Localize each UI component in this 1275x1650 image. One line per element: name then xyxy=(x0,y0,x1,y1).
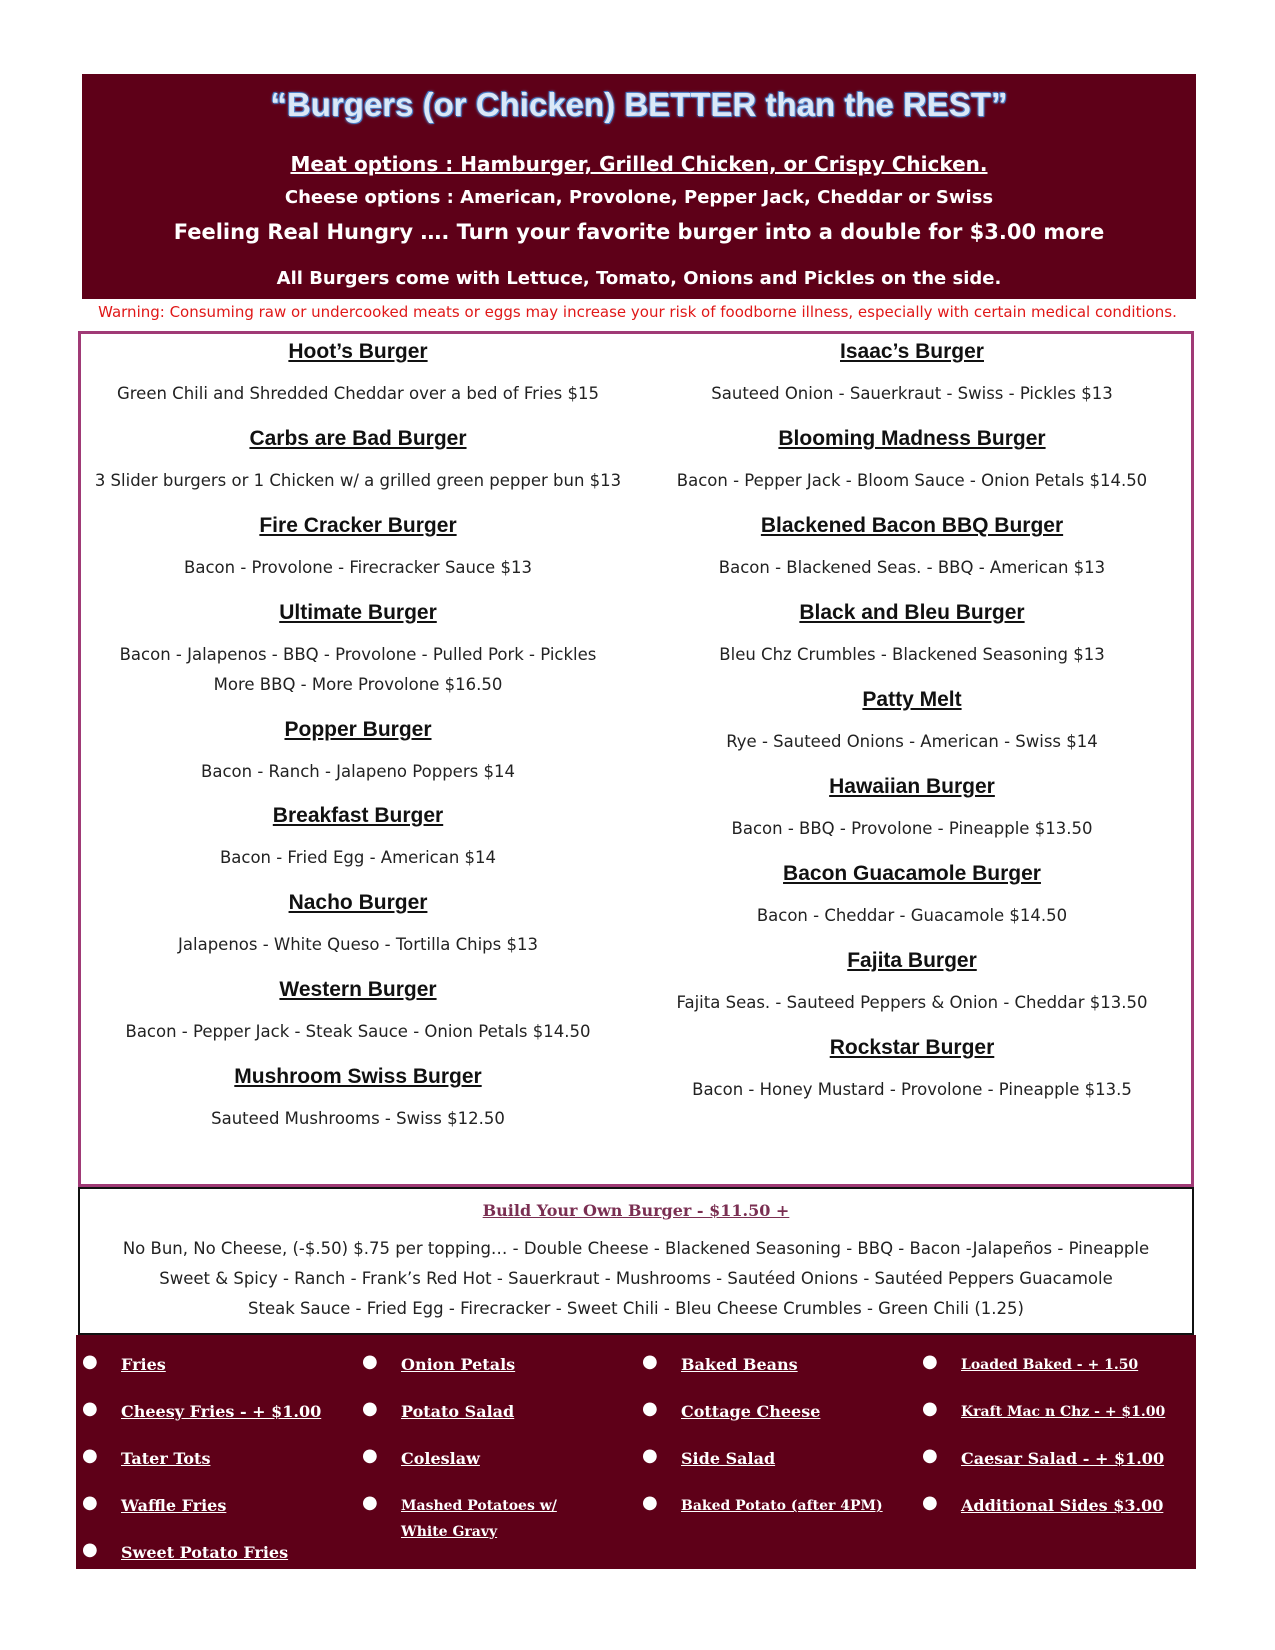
menu-item xyxy=(635,513,1189,583)
side-name: Waffle Fries xyxy=(121,1496,227,1515)
side-name: Side Salad xyxy=(681,1449,776,1468)
item-desc: Bacon - Blackened Seas. - BBQ - American $13 xyxy=(718,558,1106,577)
menu-title: “Burgers (or Chicken) BETTER than the REST” xyxy=(270,86,1008,123)
item-desc: Bacon - Jalapenos - BBQ - Provolone - Pulled Pork - Pickles xyxy=(119,645,597,664)
bullet-icon: ● xyxy=(362,1492,378,1513)
cheese-options: Cheese options : American, Provolone, Pepper Jack, Cheddar or Swiss xyxy=(284,187,994,208)
side-name: Mashed Potatoes w/ xyxy=(401,1498,557,1514)
byo-title: Build Your Own Burger - $11.50 + xyxy=(482,1201,790,1220)
side-name: Cottage Cheese xyxy=(681,1402,821,1421)
byo-toppings-line: Sweet & Spicy - Ranch - Frank’s Red Hot - Sauerkraut - Mushrooms - Sautéed Onions - Sautéed Peppers Guacamole xyxy=(159,1269,1113,1288)
item-name: Nacho Burger xyxy=(288,891,428,914)
item-desc: Green Chili and Shredded Cheddar over a bed of Fries $15 xyxy=(116,384,600,403)
bullet-icon: ● xyxy=(362,1398,378,1419)
menu-item xyxy=(635,1035,1189,1105)
bullet-icon: ● xyxy=(642,1351,658,1372)
meat-options: Meat options : Hamburger, Grilled Chicken, or Crispy Chicken. xyxy=(290,152,988,176)
sides-section xyxy=(76,1335,1196,1569)
side-name: Sweet Potato Fries xyxy=(121,1543,289,1562)
bullet-icon: ● xyxy=(642,1492,658,1513)
side-name: Coleslaw xyxy=(401,1449,480,1468)
item-name: Western Burger xyxy=(279,978,437,1001)
menu-item xyxy=(81,890,635,960)
bullet-icon: ● xyxy=(922,1398,938,1419)
menu-item xyxy=(635,426,1189,496)
side-name: Additional Sides $3.00 xyxy=(961,1496,1164,1515)
item-desc: Bacon - Provolone - Firecracker Sauce $13 xyxy=(184,558,532,577)
item-name: Bacon Guacamole Burger xyxy=(783,862,1041,885)
side-name: Kraft Mac n Chz - + $1.00 xyxy=(961,1404,1166,1420)
item-desc: Jalapenos - White Queso - Tortilla Chips $13 xyxy=(178,935,538,954)
menu-item xyxy=(81,600,635,700)
byo-toppings-line: No Bun, No Cheese, (-$.50) $.75 per topping… - Double Cheese - Blackened Seasoning - BBQ - Bacon -Jalapeños - Pineapple xyxy=(122,1239,1150,1258)
item-desc: Bacon - BBQ - Provolone - Pineapple $13.50 xyxy=(731,819,1093,838)
food-warning: Warning: Consuming raw or undercooked meats or eggs may increase your risk of foodborne illness, especially with certain medical conditions. xyxy=(98,303,1177,321)
item-desc: Sauteed Onion - Sauerkraut - Swiss - Pickles $13 xyxy=(711,384,1113,403)
item-name: Black and Bleu Burger xyxy=(799,601,1025,624)
item-desc: Bacon - Pepper Jack - Steak Sauce - Onion Petals $14.50 xyxy=(125,1022,591,1041)
bullet-icon: ● xyxy=(922,1445,938,1466)
bullet-icon: ● xyxy=(82,1351,98,1372)
item-desc: Bacon - Cheddar - Guacamole $14.50 xyxy=(756,906,1068,925)
item-name: Fire Cracker Burger xyxy=(259,514,457,537)
menu-item xyxy=(635,687,1189,757)
item-name: Hoot’s Burger xyxy=(288,340,428,363)
menu-item xyxy=(81,426,635,496)
side-name: Potato Salad xyxy=(401,1402,515,1421)
bullet-icon: ● xyxy=(642,1445,658,1466)
bullet-icon: ● xyxy=(922,1351,938,1372)
bullet-icon: ● xyxy=(642,1398,658,1419)
side-name: Loaded Baked - + 1.50 xyxy=(961,1357,1139,1373)
side-name: Fries xyxy=(121,1355,166,1374)
side-name: Tater Tots xyxy=(121,1449,211,1468)
item-desc: Bleu Chz Crumbles - Blackened Seasoning $13 xyxy=(719,645,1105,664)
menu-item xyxy=(81,977,635,1047)
all-burgers-note: All Burgers come with Lettuce, Tomato, Onions and Pickles on the side. xyxy=(276,268,1002,289)
item-desc: Rye - Sauteed Onions - American - Swiss $14 xyxy=(726,732,1098,751)
item-name: Hawaiian Burger xyxy=(829,775,995,798)
bullet-icon: ● xyxy=(362,1445,378,1466)
bullet-icon: ● xyxy=(922,1492,938,1513)
item-name: Ultimate Burger xyxy=(279,601,437,624)
item-name: Fajita Burger xyxy=(847,949,977,972)
side-name: White Gravy xyxy=(401,1524,498,1540)
bullet-icon: ● xyxy=(82,1492,98,1513)
menu-item xyxy=(635,861,1189,931)
item-name: Breakfast Burger xyxy=(272,804,444,827)
item-name: Rockstar Burger xyxy=(829,1036,995,1059)
item-desc: Fajita Seas. - Sauteed Peppers & Onion - Cheddar $13.50 xyxy=(676,993,1148,1012)
item-desc: Bacon - Pepper Jack - Bloom Sauce - Onion Petals $14.50 xyxy=(676,471,1148,490)
item-desc: Bacon - Honey Mustard - Provolone - Pineapple $13.5 xyxy=(692,1080,1132,1099)
item-desc: Bacon - Fried Egg - American $14 xyxy=(219,848,497,867)
bullet-icon: ● xyxy=(82,1398,98,1419)
item-desc: More BBQ - More Provolone $16.50 xyxy=(213,675,503,694)
item-desc: Bacon - Ranch - Jalapeno Poppers $14 xyxy=(201,762,515,781)
bullet-icon: ● xyxy=(362,1351,378,1372)
item-name: Popper Burger xyxy=(284,718,432,741)
build-your-own-section xyxy=(78,1187,1194,1335)
menu-item xyxy=(81,803,635,873)
side-name: Caesar Salad - + $1.00 xyxy=(961,1449,1165,1468)
item-name: Carbs are Bad Burger xyxy=(249,427,467,450)
side-name: Cheesy Fries - + $1.00 xyxy=(121,1402,322,1421)
side-name: Onion Petals xyxy=(401,1355,516,1374)
menu-item xyxy=(635,600,1189,670)
bullet-icon: ● xyxy=(82,1445,98,1466)
item-name: Mushroom Swiss Burger xyxy=(234,1065,482,1088)
item-name: Blackened Bacon BBQ Burger xyxy=(760,514,1064,537)
menu-item xyxy=(81,1064,635,1134)
menu-item xyxy=(635,948,1189,1018)
item-desc: Sauteed Mushrooms - Swiss $12.50 xyxy=(211,1109,505,1128)
menu-header xyxy=(82,74,1196,299)
double-offer: Feeling Real Hungry …. Turn your favorite burger into a double for $3.00 more xyxy=(173,220,1105,244)
byo-toppings-line: Steak Sauce - Fried Egg - Firecracker - Sweet Chili - Bleu Cheese Crumbles - Green Chili (1.25) xyxy=(248,1299,1024,1318)
side-name: Baked Beans xyxy=(681,1355,798,1374)
menu-item xyxy=(81,513,635,583)
item-desc: 3 Slider burgers or 1 Chicken w/ a grilled green pepper bun $13 xyxy=(94,471,622,490)
burger-menu xyxy=(78,331,1194,1187)
item-name: Isaac’s Burger xyxy=(840,340,984,363)
bullet-icon: ● xyxy=(82,1539,98,1560)
menu-item xyxy=(81,339,635,409)
menu-item xyxy=(635,774,1189,844)
item-name: Blooming Madness Burger xyxy=(778,427,1046,450)
side-name: Baked Potato (after 4PM) xyxy=(681,1498,883,1514)
item-name: Patty Melt xyxy=(862,688,962,711)
menu-item xyxy=(635,339,1189,409)
menu-item xyxy=(81,717,635,787)
